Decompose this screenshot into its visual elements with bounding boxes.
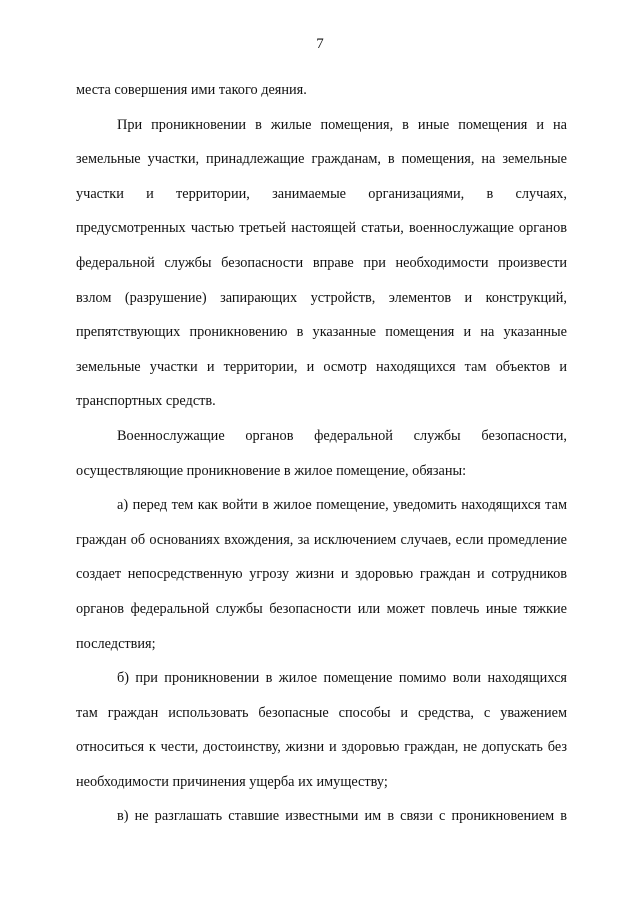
paragraph-item-b: б) при проникновении в жилое помещение помимо воли находящихся там граждан использовать безопасные способы и средства, с уважением относиться к чести, достоинству, жизни и здоровью граждан, не допускать без необходимости причинения ущерба их имуществу; [76,670,567,790]
document-body [76,73,567,834]
paragraph-obligations-intro: Военнослужащие органов федеральной службы безопасности, осуществляющие проникновение в жилое помещение, обязаны: [76,427,567,479]
paragraph-continuation: места совершения ими такого деяния. [76,82,307,98]
paragraph-item-v: в) не разглашать ставшие известными им в связи с проникновением в [117,808,567,825]
page-number: 7 [316,36,324,52]
paragraph-penetration-breakin: При проникновении в жилые помещения, в иные помещения и на земельные участки, принадлежащие гражданам, в помещения, на земельные участки и территории, занимаемые организациями, в случаях, предусмотренных частью третьей настоящей статьи, военнослужащие органов федеральной службы безопасности вправе при необходимости произвести взлом (разрушение) запирающих устройств, элементов и конструкций, препятствующих проникновению в указанные помещения и на указанные земельные участки и территории, и осмотр находящихся там объектов и транспортных средств. [76,116,567,410]
paragraph-item-a: а) перед тем как войти в жилое помещение, уведомить находящихся там граждан об основаниях вхождения, за исключением случаев, если промедление создает непосредственную угрозу жизни и здоровью граждан и сотрудников органов федеральной службы безопасности или может повлечь иные тяжкие последствия; [76,497,567,652]
